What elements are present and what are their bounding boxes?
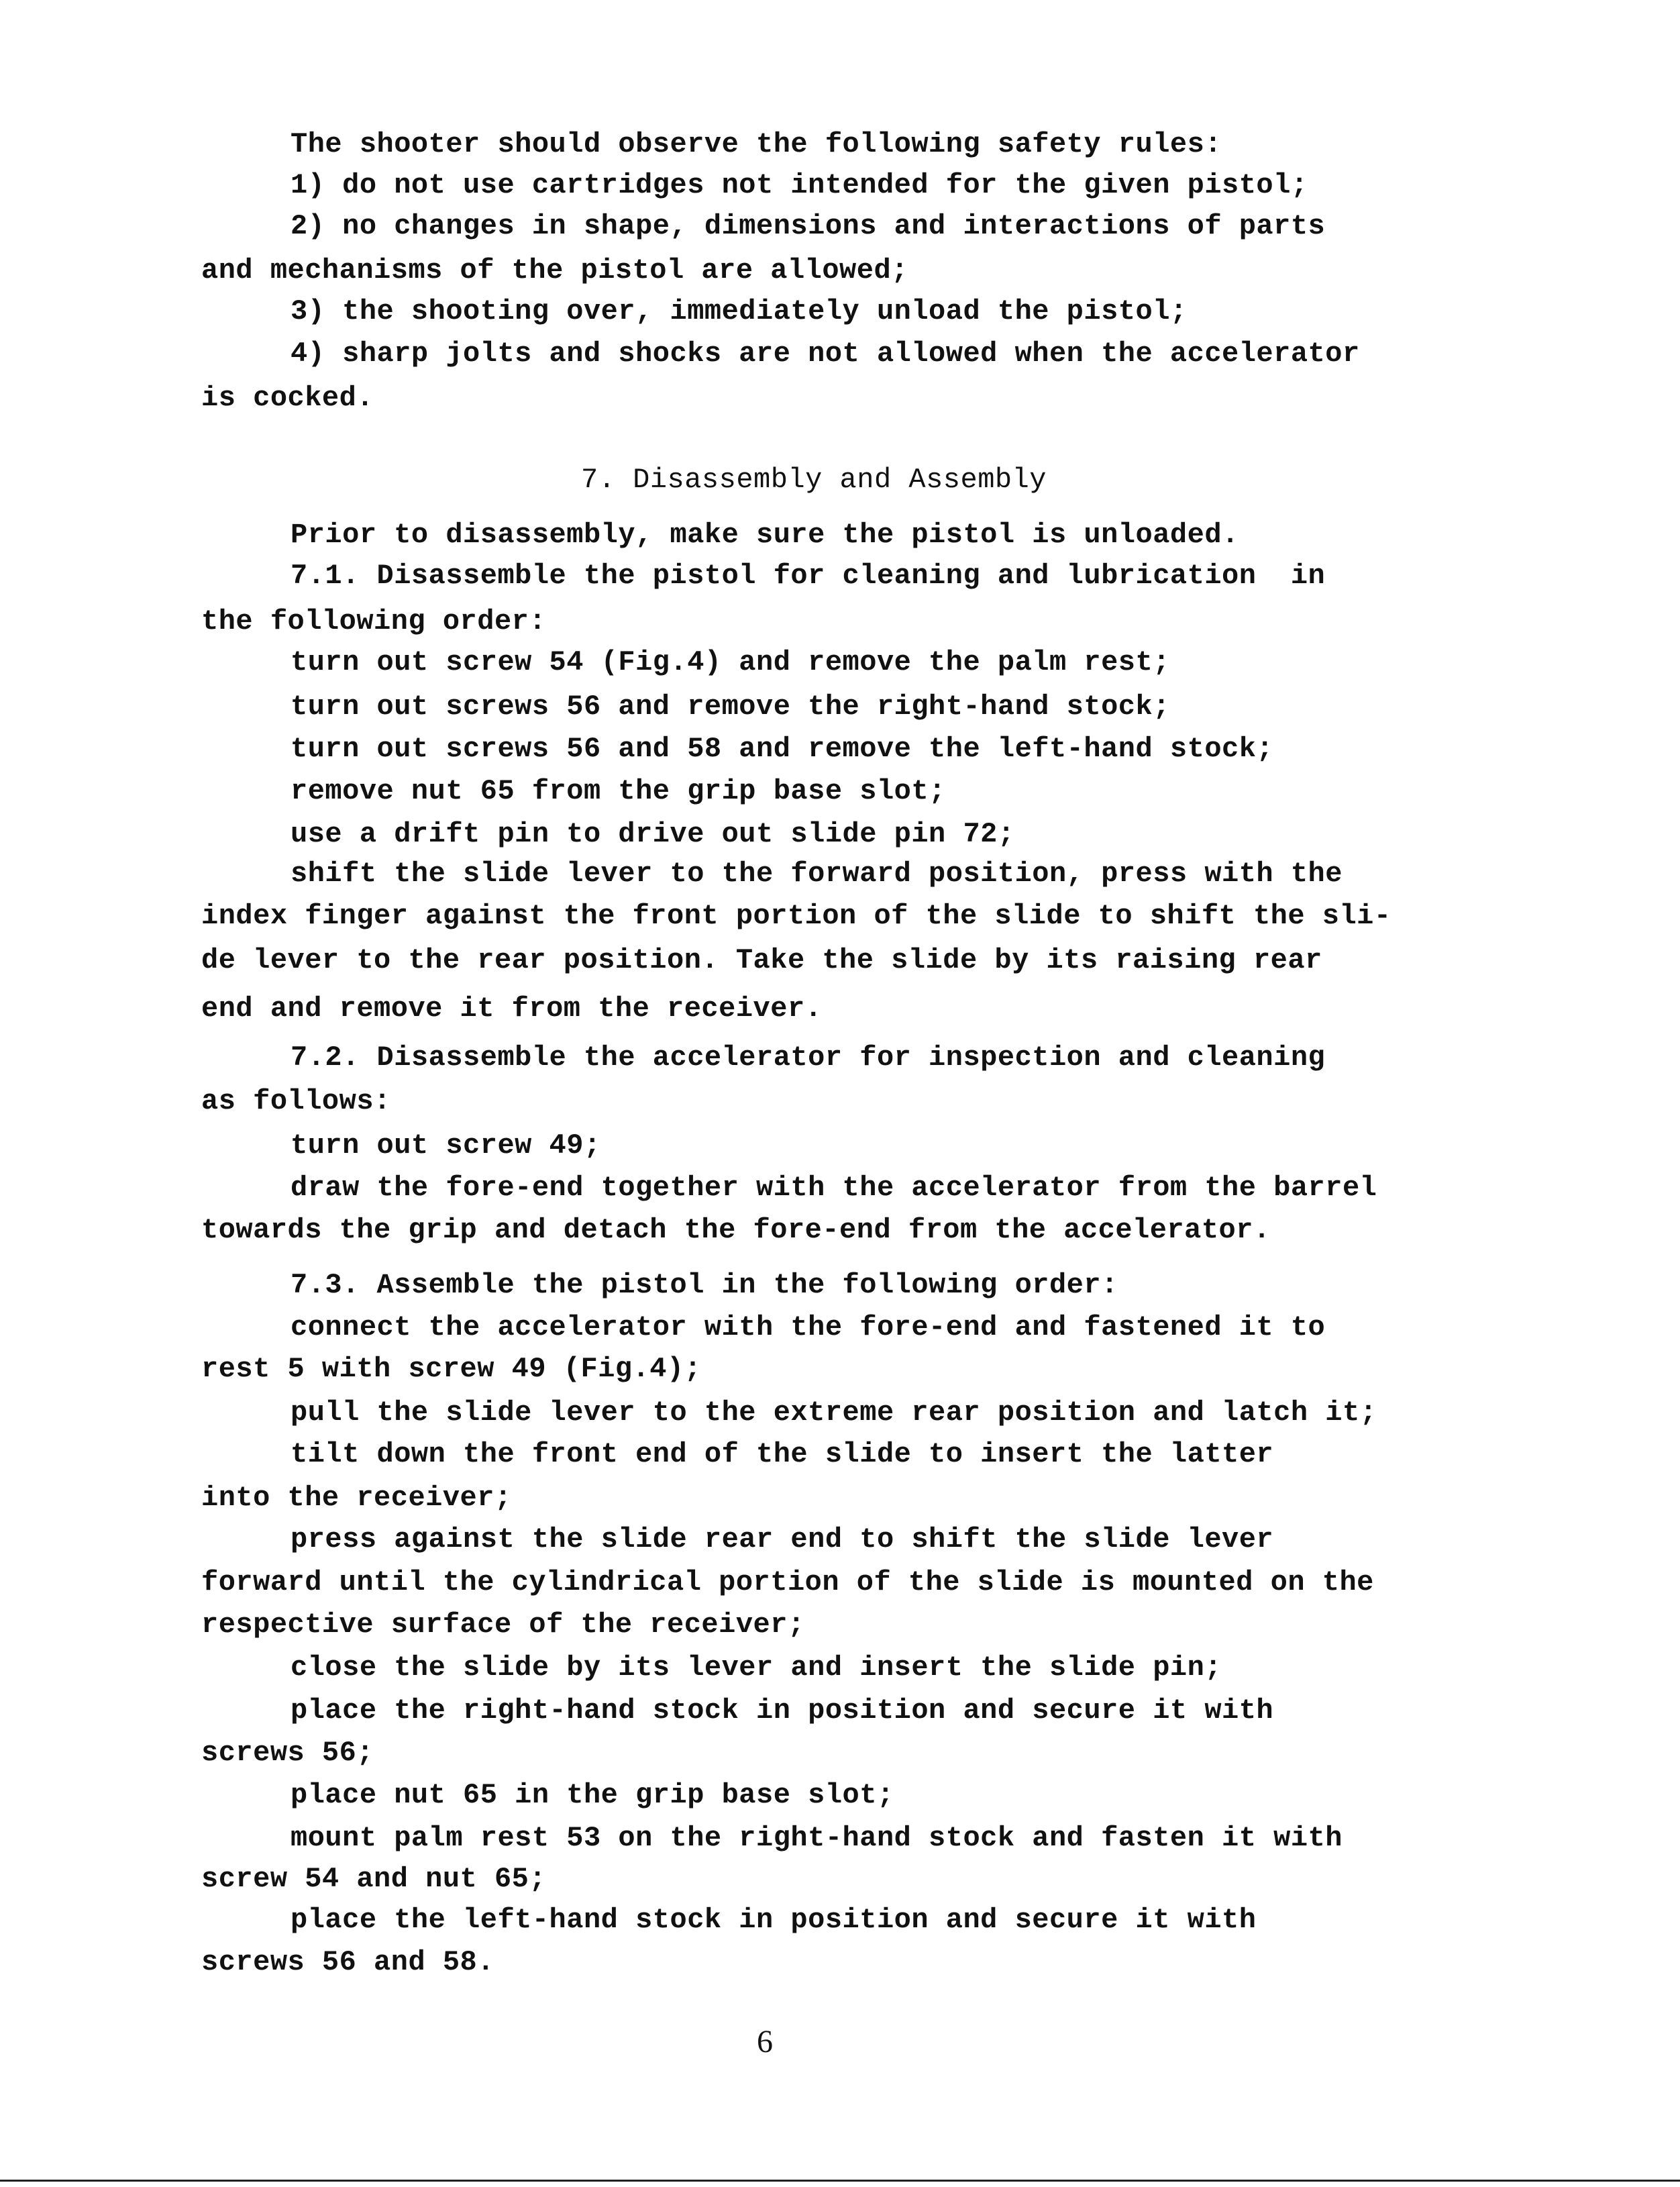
text-line: index finger against the front portion of the slide to shift the sli- [201,900,1392,932]
intro-line: The shooter should observe the following safety rules: [291,128,1222,160]
text-line: end and remove it from the receiver. [201,993,823,1025]
page-number: 6 [757,2024,773,2059]
text-line: respective surface of the receiver; [201,1609,805,1641]
safety-rule-3: 3) the shooting over, immediately unload the pistol; [291,295,1188,327]
scan-edge-line [0,2180,1680,2182]
safety-rule-4-cont: is cocked. [201,382,374,414]
text-line: screw 54 and nut 65; [201,1863,547,1895]
text-line: de lever to the rear position. Take the slide by its raising rear [201,944,1322,976]
text-line: pull the slide lever to the extreme rear position and latch it; [291,1396,1377,1429]
text-line: shift the slide lever to the forward position, press with the [291,858,1343,890]
text-line: use a drift pin to drive out slide pin 72; [291,818,1015,850]
text-line: close the slide by its lever and insert the slide pin; [291,1651,1222,1684]
text-line: tilt down the front end of the slide to insert the latter [291,1438,1274,1470]
text-line: remove nut 65 from the grip base slot; [291,775,946,807]
safety-rule-4: 4) sharp jolts and shocks are not allowed when the accelerator [291,338,1360,370]
text-line: screws 56 and 58. [201,1946,494,1978]
text-line: place the left-hand stock in position and secure it with [291,1904,1257,1936]
text-line: mount palm rest 53 on the right-hand stock and fasten it with [291,1822,1343,1854]
text-line: turn out screw 54 (Fig.4) and remove the palm rest; [291,646,1170,678]
text-line: forward until the cylindrical portion of the slide is mounted on the [201,1566,1374,1598]
text-line: the following order: [201,605,547,638]
text-line: turn out screw 49; [291,1129,601,1162]
text-line: screws 56; [201,1737,374,1769]
safety-rule-2: 2) no changes in shape, dimensions and interactions of parts [291,210,1326,242]
text-line: draw the fore-end together with the accelerator from the barrel [291,1172,1377,1204]
safety-rule-2-cont: and mechanisms of the pistol are allowed; [201,254,908,287]
text-line: 7.2. Disassemble the accelerator for inspection and cleaning [291,1041,1326,1074]
safety-rule-1: 1) do not use cartridges not intended for the given pistol; [291,169,1308,201]
text-line: towards the grip and detach the fore-end from the accelerator. [201,1214,1271,1246]
text-line: 7.3. Assemble the pistol in the following order: [291,1269,1118,1301]
text-line: Prior to disassembly, make sure the pistol is unloaded. [291,519,1239,551]
text-line: press against the slide rear end to shift the slide lever [291,1523,1274,1556]
text-line: connect the accelerator with the fore-end and fastened it to [291,1311,1326,1343]
section-heading: 7. Disassembly and Assembly [581,464,1047,496]
text-line: place the right-hand stock in position and secure it with [291,1694,1274,1727]
text-line: rest 5 with screw 49 (Fig.4); [201,1353,702,1385]
text-line: turn out screws 56 and remove the right-hand stock; [291,691,1170,723]
text-line: turn out screws 56 and 58 and remove the left-hand stock; [291,733,1274,765]
text-line: as follows: [201,1085,391,1117]
text-line: 7.1. Disassemble the pistol for cleaning and lubrication in [291,560,1326,592]
text-line: place nut 65 in the grip base slot; [291,1779,894,1811]
text-line: into the receiver; [201,1482,512,1514]
